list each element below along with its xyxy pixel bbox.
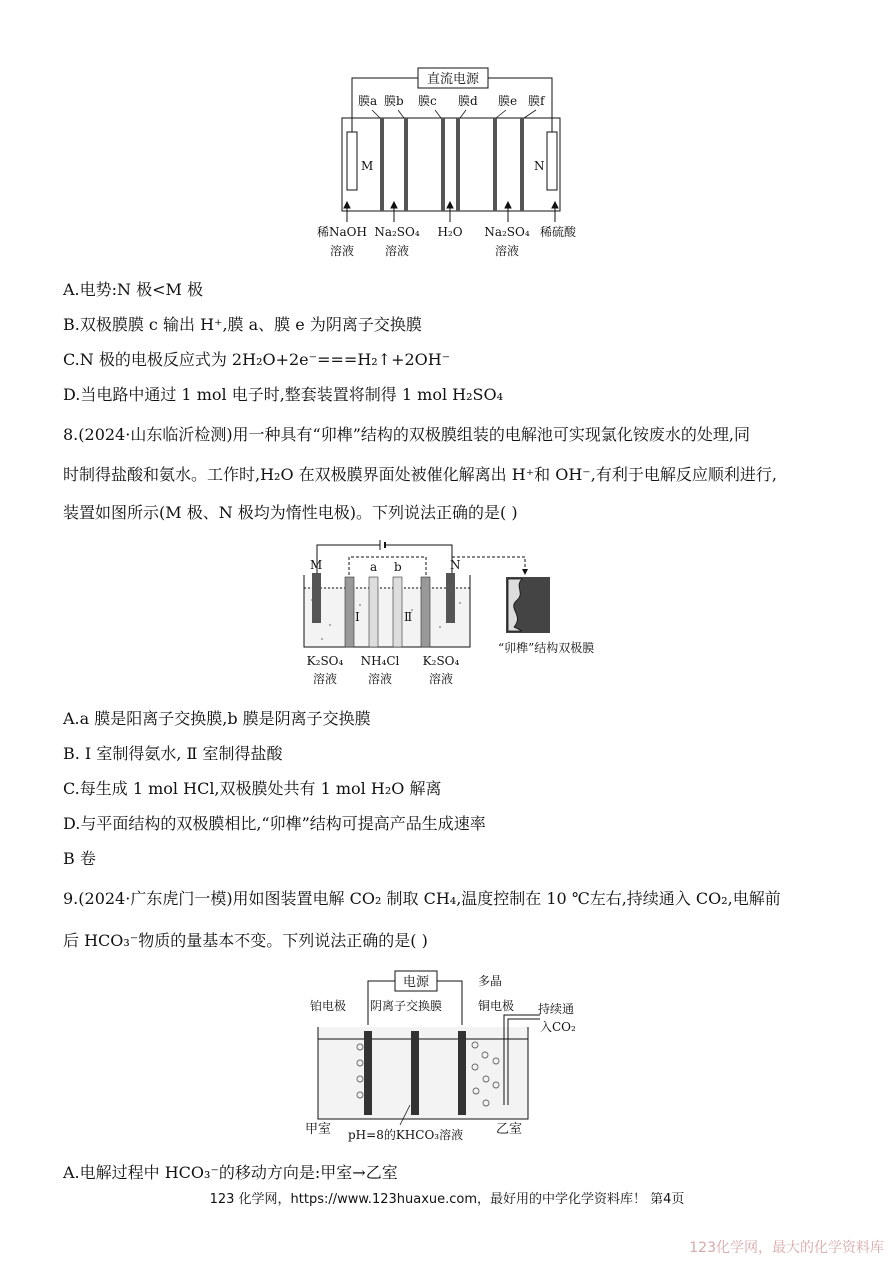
platinum-electrode-label: 铂电极 <box>310 999 347 1013</box>
solution-k2so4-right: K₂SO₄ <box>422 654 460 668</box>
bottom-label-na2so4-right-2: 溶液 <box>494 244 520 258</box>
q7-option-c: C.N 极的电极反应式为 2H₂O+2e⁻===H₂↑+2OH⁻ <box>63 350 451 369</box>
copper-label-1: 多晶 <box>478 974 503 988</box>
q8-option-b: B. Ⅰ 室制得氨水, Ⅱ 室制得盐酸 <box>63 744 283 763</box>
room-a-label: 甲室 <box>305 1122 332 1137</box>
bottom-label-na2so4-right: Na₂SO₄ <box>484 225 530 239</box>
power-source-label: 直流电源 <box>426 72 480 87</box>
figure-mortise-tenon-cell <box>300 535 600 695</box>
electrode-m-label-2: M <box>310 558 323 572</box>
membrane-e-label: 膜e <box>498 94 518 108</box>
membrane-d-label: 膜d <box>458 94 478 108</box>
q7-option-a: A.电势:N 极<M 极 <box>63 280 203 299</box>
q8-stem-line2: 时制得盐酸和氨水。工作时,H₂O 在双极膜界面处被催化解离出 H⁺和 OH⁻,有利于电解反应顺利进行, <box>63 465 777 484</box>
electrode-n-label-2: N <box>450 558 461 572</box>
q8-stem-line1: 8.(2024·山东临沂检测)用一种具有“卯榫”结构的双极膜组装的电解池可实现氯化铵废水的处理,同 <box>63 425 751 444</box>
room-b-label: 乙室 <box>496 1122 523 1137</box>
bottom-label-naoh: 稀NaOH <box>317 225 367 239</box>
q7-option-b: B.双极膜膜 c 输出 H⁺,膜 a、膜 e 为阴离子交换膜 <box>63 315 422 334</box>
page-footer: 123 化学网，https://www.123huaxue.com，最好用的中学化学资料库！ 第4页 <box>209 1192 685 1207</box>
power-source-label-2: 电源 <box>402 975 430 990</box>
solution-label: pH=8的KHCO₃溶液 <box>348 1128 464 1142</box>
mortise-tenon-note: “卯榫”结构双极膜 <box>498 641 595 655</box>
q9-option-a: A.电解过程中 HCO₃⁻的移动方向是:甲室→乙室 <box>63 1163 398 1182</box>
membrane-f-label: 膜f <box>528 94 545 108</box>
figure-electrolysis-six-membranes <box>300 60 600 265</box>
solution-word-3: 溶液 <box>428 672 454 686</box>
solution-word-2: 溶液 <box>367 672 393 686</box>
bottom-label-na2so4-left-2: 溶液 <box>384 244 410 258</box>
bottom-label-na2so4-left: Na₂SO₄ <box>374 225 420 239</box>
solution-nh4cl: NH₄Cl <box>360 654 400 668</box>
room-2-label: Ⅱ <box>404 610 413 624</box>
q9-stem-line2: 后 HCO₃⁻物质的量基本不变。下列说法正确的是( ) <box>63 931 428 950</box>
q8-option-a: A.a 膜是阳离子交换膜,b 膜是阴离子交换膜 <box>63 709 371 728</box>
membrane-b-label: 膜b <box>384 94 404 108</box>
copper-label-2: 铜电极 <box>478 999 515 1013</box>
q7-option-d: D.当电路中通过 1 mol 电子时,整套装置将制得 1 mol H₂SO₄ <box>63 385 504 404</box>
bottom-label-h2o: H₂O <box>437 225 463 239</box>
room-1-label: Ⅰ <box>355 610 360 624</box>
figure-co2-electrolysis <box>300 965 600 1145</box>
bottom-label-naoh-2: 溶液 <box>329 244 355 258</box>
membrane-label: 阴离子交换膜 <box>370 999 443 1013</box>
q9-stem-line1: 9.(2024·广东虎门一模)用如图装置电解 CO₂ 制取 CH₄,温度控制在 10 ℃左右,持续通入 CO₂,电解前 <box>63 889 781 908</box>
q8-stem-line3: 装置如图所示(M 极、N 极均为惰性电极)。下列说法正确的是( ) <box>63 503 518 522</box>
q8-option-c: C.每生成 1 mol HCl,双极膜处共有 1 mol H₂O 解离 <box>63 779 442 798</box>
electrode-m-label: M <box>361 159 374 173</box>
co2-inlet-label-2: 入CO₂ <box>540 1020 576 1034</box>
bottom-label-h2so4: 稀硫酸 <box>539 225 577 239</box>
watermark: 123化学网，最大的化学资料库 <box>689 1240 884 1256</box>
co2-inlet-label-1: 持续通 <box>538 1002 575 1016</box>
membrane-b-label-2: b <box>394 560 402 574</box>
solution-k2so4-left: K₂SO₄ <box>306 654 344 668</box>
section-heading: B 卷 <box>63 849 96 868</box>
solution-word-1: 溶液 <box>312 672 338 686</box>
membrane-c-label: 膜c <box>418 94 437 108</box>
membrane-a-label: 膜a <box>358 94 378 108</box>
electrode-n-label: N <box>534 159 545 173</box>
membrane-a-label-2: a <box>370 560 378 574</box>
q8-option-d: D.与平面结构的双极膜相比,“卯榫”结构可提高产品生成速率 <box>63 814 486 833</box>
